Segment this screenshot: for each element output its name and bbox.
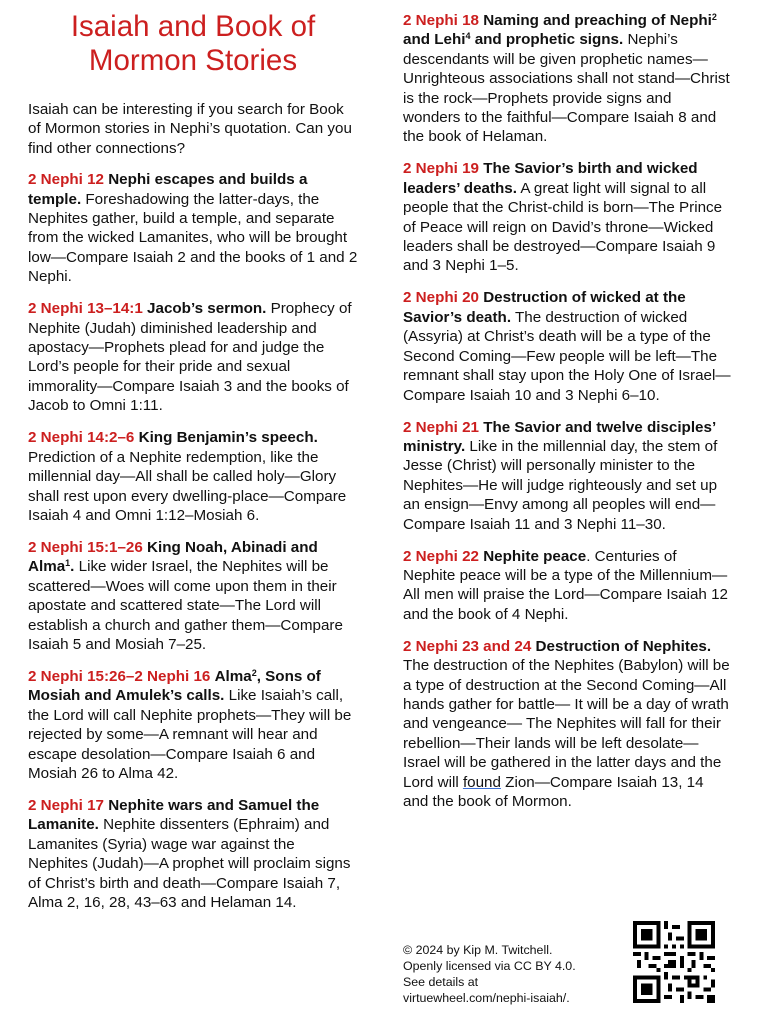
intro-paragraph: Isaiah can be interesting if you search for Book of Mormon stories in Nephi’s quotation. Can you find other connections? xyxy=(28,101,352,157)
url-line: virtuewheel.com/nephi-isaiah/. xyxy=(403,991,570,1006)
entry-2-nephi-21: 2 Nephi 21 The Savior and twelve disciples’ ministry. Like in the millennial day, the stem of Jesse (Christ) will personally minister to the Nephites—He will judge righteously and set up an ensign—Envy among all peoples will end—Compare Isaiah 11 and 3 Nephi 11–30. xyxy=(403,418,718,533)
entry-2-nephi-13: 2 Nephi 13–14:1 Jacob’s sermon. Prophecy of Nephite (Judah) diminished leadership and apostacy—Prophets plead for and judge the Lord’s people for their pride and sexual immorality—Compare Isaiah 3 and the books of Jacob to Omni 1:11. xyxy=(28,300,352,415)
title-line-1: Isaiah and Book of xyxy=(70,10,316,43)
entry-2-nephi-15: 2 Nephi 15:1–26 King Noah, Abinadi and Alma$^1$. Like wider Israel, the Nephites will be scattered—Woes will come upon them in their apostate and scattered state—The Lord will establish a church and gather them—Compare Isaiah 5 and Mosiah 7–25. xyxy=(28,538,343,653)
entry-2-nephi-16: 2 Nephi 15:26–2 Nephi 16 Alma$^2$, Sons of Mosiah and Amulek’s calls. Like Isaiah’s call, the Lord will call Nephite prophets—They will be rejected by some—A remnant will hear and escape desolation—Compare Isaiah 6 and Mosiah 26 to Alma 42. xyxy=(28,667,352,782)
left-column xyxy=(28,0,358,925)
qr-code-icon xyxy=(633,921,715,1003)
entry-2-nephi-17: 2 Nephi 17 Nephite wars and Samuel the Lamanite. Nephite dissenters (Ephraim) and Lamanites (Syria) wage war against the Nephites (Judah)—A prophet will proclaim signs of Christ’s birth and death—Compare Isaiah 7, Alma 2, 16, 28, 43–63 and Helaman 14. xyxy=(28,796,351,911)
page-title xyxy=(28,10,358,78)
found-word: found xyxy=(462,773,501,791)
license-line: Openly licensed via CC BY 4.0. xyxy=(403,959,576,974)
right-column xyxy=(403,0,733,824)
copyright-line: © 2024 by Kip M. Twitchell. xyxy=(403,943,553,957)
entry-2-nephi-23-24: 2 Nephi 23 and 24 Destruction of Nephites. The destruction of the Nephites (Babylon) will be a type of destruction at the Second Coming—All hands gather for battle— It will be a day of wrath and vengeance— The Nephites will fall for their rebellion—Their lands will be left desolate—Israel will be gathered in the latter days and the Lord will found Zion—Compare Isaiah 13, 14 and the book of Mormon. xyxy=(403,637,730,810)
footer-credits xyxy=(403,942,623,1006)
details-line: See details at xyxy=(403,975,479,990)
entry-2-nephi-12: 2 Nephi 12 Nephi escapes and builds a temple. Foreshadowing the latter-days, the Nephites gather, build a temple, and separate from the wicked Lamanites, who will be brought low—Compare Isaiah 2 and the books of 1 and 2 Nephi. xyxy=(28,171,358,286)
entry-2-nephi-19: 2 Nephi 19 The Savior’s birth and wicked leaders’ deaths. A great light will signal to all people that the Christ-child is born—The Prince of Peace will reign on David’s throne—Wicked leaders shall be destroyed—Compare Isaiah 9 and 3 Nephi 1–5. xyxy=(403,160,723,275)
entry-2-nephi-20: 2 Nephi 20 Destruction of wicked at the Savior’s death. The destruction of wicked (Assyria) at Christ’s death will be a type of the Second Coming—Few people will be left—The remnant shall stay upon the Holy One of Israel—Compare Isaiah 10 and 3 Nephi 6–10. xyxy=(403,289,731,404)
entry-2-nephi-22: 2 Nephi 22 Nephite peace. Centuries of Nephite peace will be a type of the Millennium—All men will praise the Lord—Compare Isaiah 12 and the book of 4 Nephi. xyxy=(403,547,728,623)
entry-2-nephi-14: 2 Nephi 14:2–6 King Benjamin’s speech. Prediction of a Nephite redemption, like the millennial day—All shall be called holy—Glory shall rest upon every dwelling-place—Compare Isaiah 4 and Omni 1:12–Mosiah 6. xyxy=(28,429,347,524)
entry-2-nephi-18: 2 Nephi 18 Naming and preaching of Nephi$^2$ and Lehi$^4$ and prophetic signs. Nephi’s descendants will be given prophetic names—Unrighteous associations shall not stand—Christ is the rock—Prophets provide signs and wonders to the faithful—Compare Isaiah 8 and the book of Helaman. xyxy=(403,12,730,146)
title-line-2: Mormon Stories xyxy=(88,44,298,77)
